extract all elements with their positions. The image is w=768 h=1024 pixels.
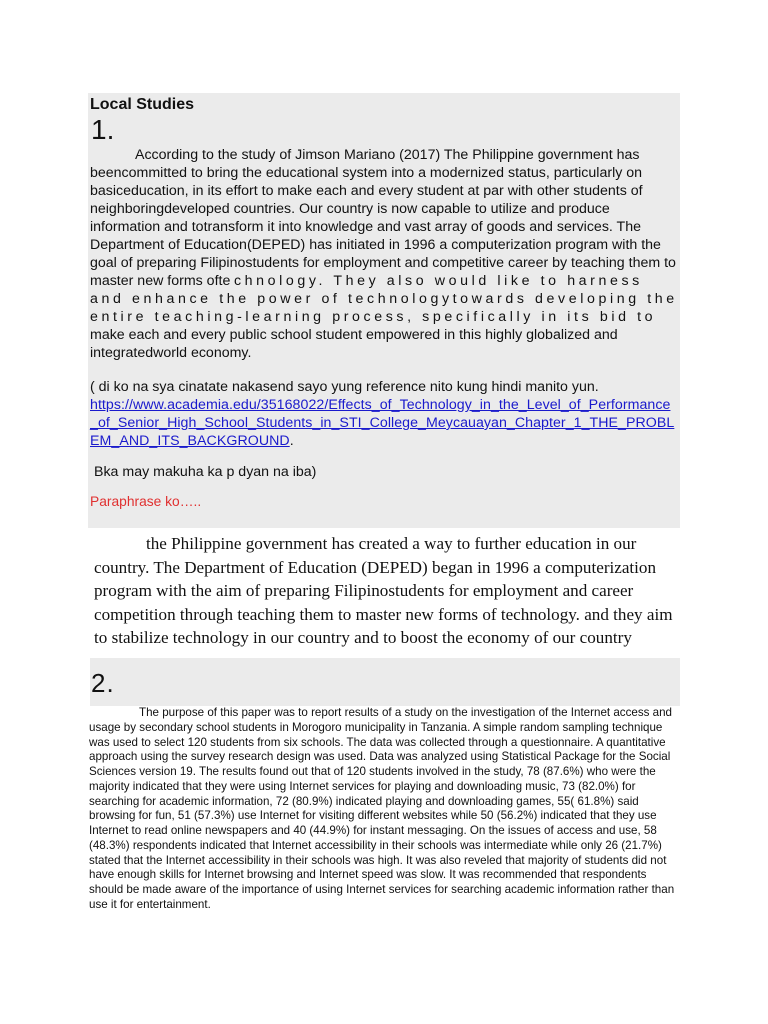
reference-note <box>90 378 678 450</box>
spaced-text: echnology. They also would like to harness and enhance the power of technologytowards developing the entire teaching-learning process, specifically in its bid to <box>90 273 678 325</box>
note-text: ( di ko na sya cinatate nakasend sayo yung reference nito kung hindi manito yun. <box>90 379 599 395</box>
paraphrase-paragraph: the Philippine government has created a way to further education in our country. The Department of Education (DEPED) began in 1996 a computerization program with the aim of preparing Filipinostudents for employment and career competition through teaching them to master new forms of technology. and they aim to stabilize technology in our country and to boost the economy of our country <box>94 534 673 648</box>
document-page <box>88 93 680 913</box>
item-number-2: 2. <box>91 668 115 698</box>
paragraph-end-text: make each and every public school student empowered in this highly globalized and integratedworld economy. <box>90 327 618 361</box>
paraphrase-block <box>88 528 680 658</box>
link-period: . <box>289 433 294 449</box>
paraphrase-label: Paraphrase ko….. <box>90 494 202 509</box>
item-number-1: 1. <box>91 114 115 145</box>
study-paragraph-2: The purpose of this paper was to report results of a study on the investigation of the Internet access and usage by secondary school students in Morogoro municipality in Tanzania. A simple random sampling technique was used to select 120 students from six schools. The data was collected through a questionnaire. A quantitative approach using the survey research design was used. Data was analyzed using Statistical Package for the Social Sciences version 19. The results found out that of 120 students involved in the study, 78 (87.6%) who were the majority indicated that they were using Internet services for playing and downloading music, 73 (82.0%) for searching for academic information, 72 (80.9%) indicated playing and downloading games, 55( 61.8%) said browsing for fun, 51 (57.3%) use Internet for visiting different websites while 50 (56.2%) indicated that they use Internet to read online newspapers and 40 (44.9%) for instant messaging. On the issues of access and use, 58 (48.3%) respondents indicated that Internet accessibility in their schools was intermediate while only 26 (21.7%) stated that the Internet accessibility in their schools was high. It was also reveled that majority of students did not have enough skills for Internet browsing and Internet speed was slow. It was recommended that respondents should be made aware of the importance of using Internet services for searching academic information rather than use it for entertainment. <box>89 706 675 911</box>
local-studies-section <box>88 93 680 528</box>
study-paragraph-1 <box>90 146 678 362</box>
paragraph-text: According to the study of Jimson Mariano (2017) The Philippine government has beencommitted to bring the educational system into a modernized status, particularly on basiceducation, in its effort to make each and every student at par with other students of neighboringdeveloped countries. Our country is now capable to utilize and produce information and totransform it into knowledge and vast array of goods and services. The Department of Education(DEPED) has initiated in 1996 a computerization program with the goal of preparing Filipinostudents for employment and competitive career by teaching them to master new forms oft <box>90 147 676 289</box>
reference-link[interactable]: https://www.academia.edu/35168022/Effects_of_Technology_in_the_Level_of_Performance_of_Senior_High_School_Students_in_STI_College_Meycauayan_Chapter_1_THE_PROBLEM_AND_ITS_BACKGROUND <box>90 397 675 449</box>
bka-note: Bka may makuha ka p dyan na iba) <box>94 464 317 480</box>
section-2-header <box>90 658 680 706</box>
section-heading: Local Studies <box>90 96 195 113</box>
